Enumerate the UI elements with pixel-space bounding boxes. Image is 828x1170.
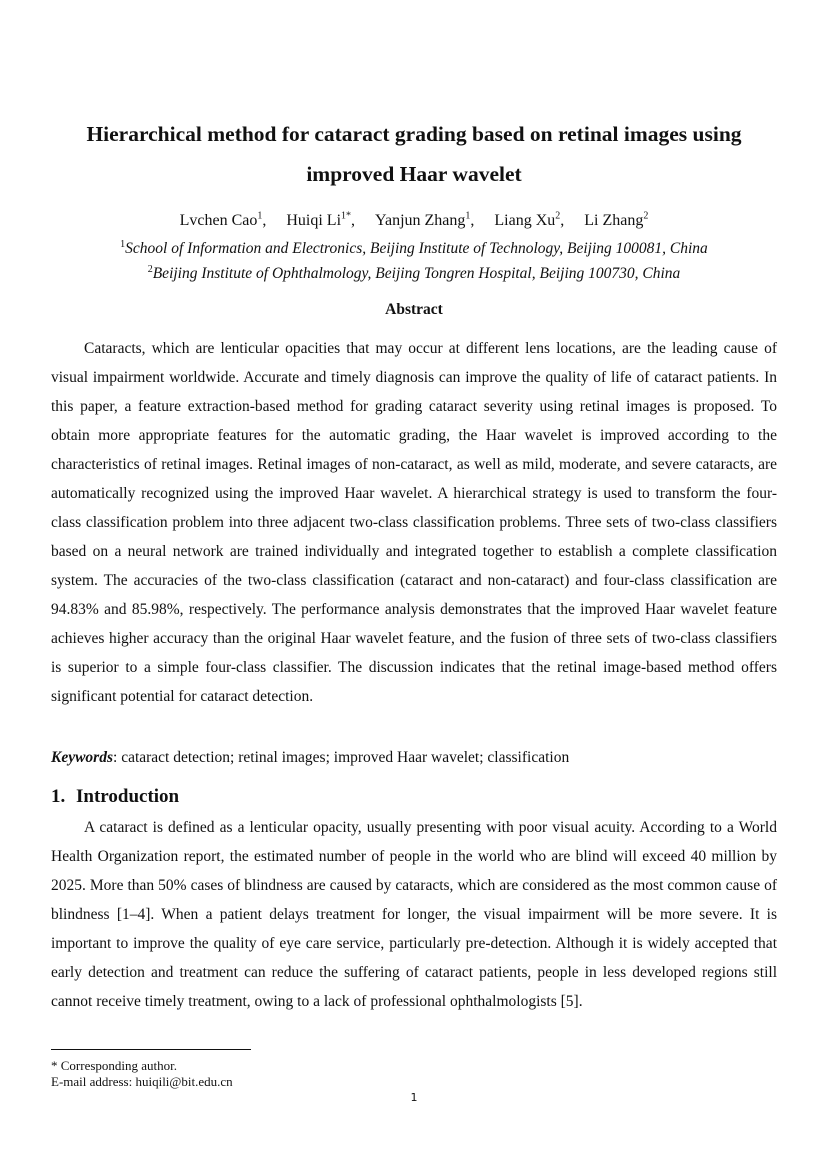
affiliation [0,238,828,260]
affiliation [0,263,828,285]
keywords [51,746,777,770]
section-body: A cataract is defined as a lenticular opacity, usually presenting with poor visual acuity. According to a World Health Organization report, the estimated number of people in the world who are blind will exceed 40 million by 2025. More than 50% cases of blindness are caused by cataracts, which are considered as the most common cause of blindness [1–4]. When a patient delays treatment for longer, the visual impairment will be more severe. It is important to improve the quality of eye care service, particularly pre-detection. Although it is widely accepted that early detection and treatment can reduce the suffering of cataract patients, people in less developed regions still cannot receive timely treatment, owing to a lack of professional ophthalmologists [5]. [51,819,777,1010]
author-affiliation-mark: 2 [555,210,561,222]
footnote-email: E-mail address: huiqili@bit.edu.cn [51,1074,233,1089]
affiliation-mark: 1 [120,238,126,250]
abstract-text: Cataracts, which are lenticular opacities that may occur at different lens locations, are the leading cause of visual impairment worldwide. Accurate and timely diagnosis can improve the quality of life of cataract patients. In this paper, a feature extraction-based method for grading cataract severity using retinal images is proposed. To obtain more appropriate features for the automatic grading, the Haar wavelet is improved according to the characteristics of retinal images. Retinal images of non-cataract, as well as mild, moderate, and severe cataracts, are automatically recognized using the improved Haar wavelet. A hierarchical strategy is used to transform the four-class classification problem into three adjacent two-class classification problems. Three sets of two-class classifiers based on a neural network are trained individually and integrated together to establish a complete classification system. The accuracies of the two-class classification (cataract and non-cataract) and four-class classification are 94.83% and 85.98%, respectively. The performance analysis demonstrates that the improved Haar wavelet feature achieves higher accuracy than the original Haar wavelet feature, and the fusion of three sets of two-class classifiers is superior to a simple four-class classifier. The discussion indicates that the retinal image-based method offers significant potential for cataract detection. [51,340,777,705]
author-name: Li Zhang [584,212,644,229]
author-name: Liang Xu [494,212,556,229]
author-name: Yanjun Zhang [375,212,466,229]
author-separator: , [262,212,267,229]
page-number: 1 [410,1091,418,1104]
abstract-heading: Abstract [385,301,443,318]
author [584,212,648,229]
section-title: Introduction [76,786,180,807]
affiliation-mark: 2 [147,263,153,275]
keywords-colon: : [113,749,118,766]
author [180,212,267,229]
section-heading [51,783,179,811]
author-separator: , [560,212,565,229]
author-list [0,209,828,233]
author [286,212,355,229]
author-separator: , [351,212,356,229]
keywords-label: Keywords [51,749,113,766]
author-affiliation-mark: 2 [643,210,649,222]
author [375,212,474,229]
author-name: Huiqi Li [286,212,342,229]
footnote-corresponding-author: * Corresponding author. [51,1058,178,1073]
author-affiliation-mark: 1* [341,210,352,222]
footnote-rule [51,1049,251,1050]
keywords-text: cataract detection; retinal images; improved Haar wavelet; classification [121,749,570,766]
paper-title: Hierarchical method for cataract grading based on retinal images using improved Haar wavelet [86,122,742,186]
affiliation-text: School of Information and Electronics, Beijing Institute of Technology, Beijing 100081, China [125,240,708,257]
section-number: 1. [51,786,66,807]
author [494,212,564,229]
author-separator: , [470,212,475,229]
affiliation-text: Beijing Institute of Ophthalmology, Beijing Tongren Hospital, Beijing 100730, China [152,265,681,282]
author-name: Lvchen Cao [179,212,258,229]
author-affiliation-mark: 1 [257,210,263,222]
author-affiliation-mark: 1 [465,210,471,222]
